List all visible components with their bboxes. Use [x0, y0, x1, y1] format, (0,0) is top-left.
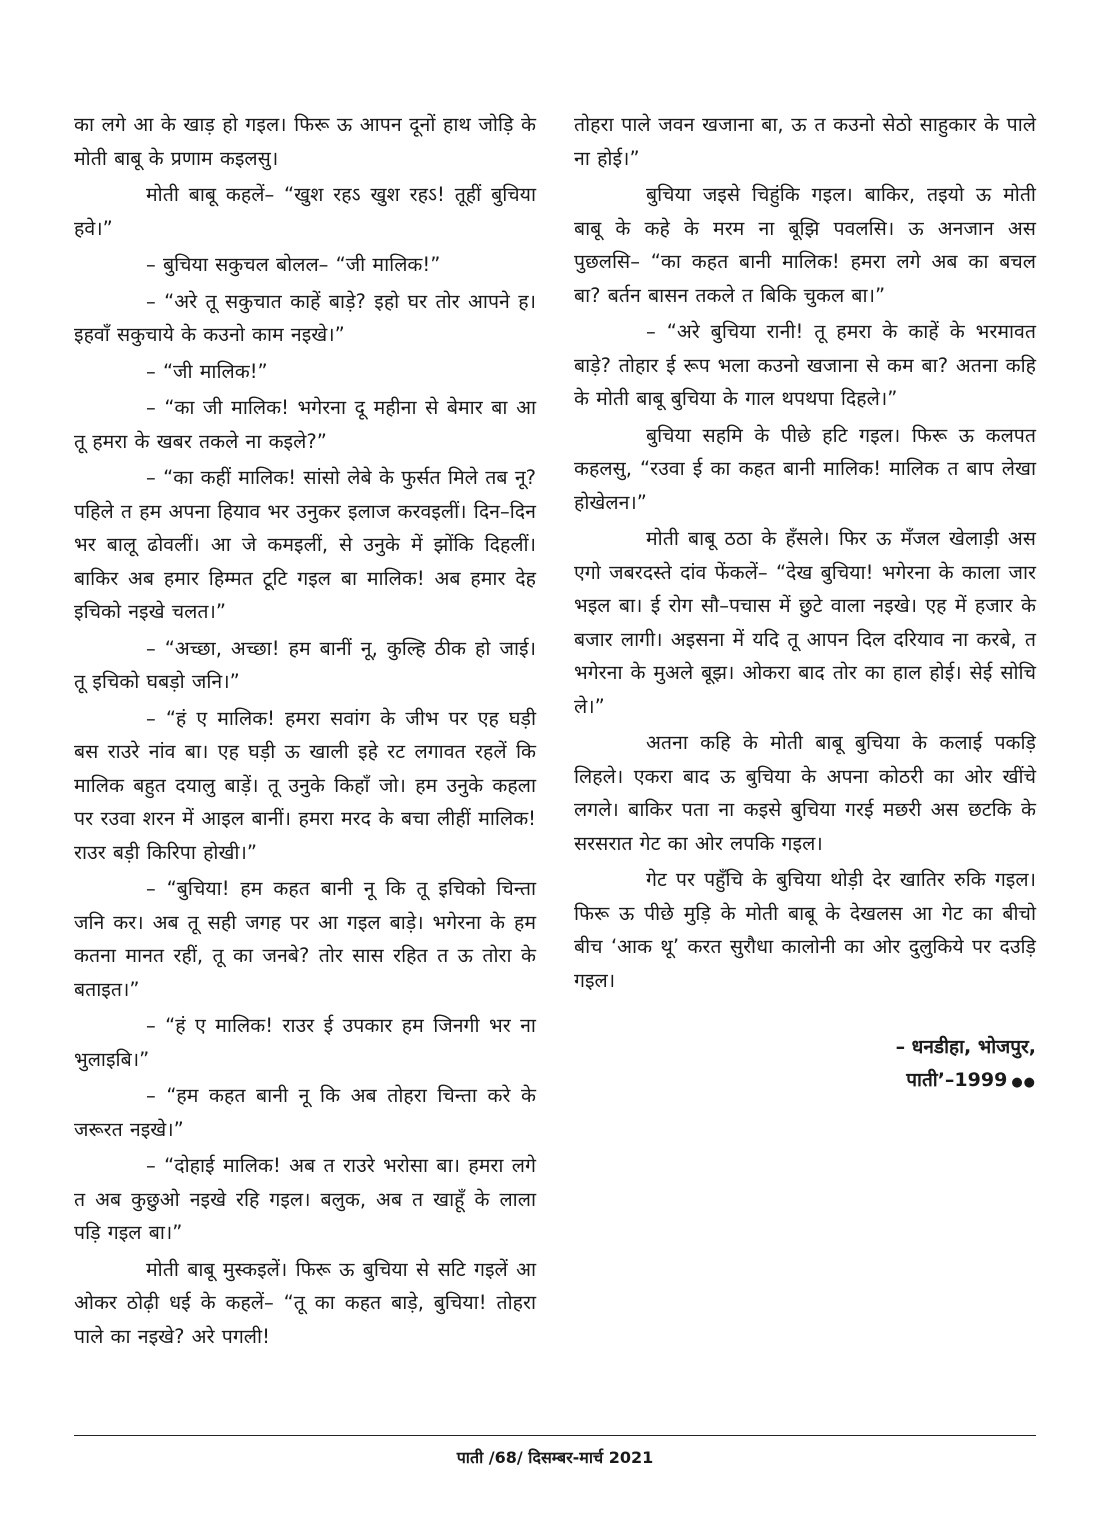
paragraph: मोती बाबू मुस्कइलें। फिरू ऊ बुचिया से सटि गइलें आ ओकर ठोढ़ी धई के कहलें– “तू का कहत बाड़े, बुचिया! तोहरा पाले का नइखे? अरे पगली! — [74, 1257, 536, 1348]
paragraph: – “अरे तू सकुचात काहें बाड़े? इहो घर तोर आपने ह। इहवाँ सकुचाये के कउनो काम नइखे।” — [74, 289, 536, 346]
paragraph: – “दोहाई मालिक! अब त राउरे भरोसा बा। हमरा लगे त अब कुछुओ नइखे रहि गइल। बलुक, अब त खाहूँ के लाला पड़ि गइल बा।” — [74, 1154, 536, 1244]
paragraph: का लगे आ के खाड़ हो गइल। फिरू ऊ आपन दूनों हाथ जोड़ि के मोती बाबू के प्रणाम कइलसु। — [74, 113, 536, 170]
paragraph: – “बुचिया! हम कहत बानी नू कि तू इचिको चिन्ता जनि कर। अब तू सही जगह पर आ गइल बाड़े। भगेरना के हम कतना मानत रहीं, तू का जनबे? तोर सास रहित त ऊ तोरा के बताइत।” — [74, 877, 536, 1001]
page-footer: पाती /68/ दिसम्बर-मार्च 2021 — [456, 1448, 654, 1467]
paragraph: मोती बाबू कहलें– “खुश रहऽ खुश रहऽ! तूहीं बुचिया हवे।” — [74, 183, 536, 240]
paragraph: – “हं ए मालिक! राउर ई उपकार हम जिनगी भर ना भुलाइबि।” — [74, 1014, 536, 1071]
paragraph: बुचिया सहमि के पीछे हटि गइल। फिरू ऊ कलपत कहलसु, “रउवा ई का कहत बानी मालिक! मालिक त बाप लेखा होखेलन।” — [574, 423, 1036, 514]
signature-source — [574, 1064, 1036, 1099]
paragraph: – बुचिया सकुचल बोलल– “जी मालिक!” — [146, 253, 441, 276]
author-signature — [574, 1031, 1036, 1099]
paragraph: बुचिया जइसे चिहुंकि गइल। बाकिर, तइयो ऊ मोती बाबू के कहे के मरम ना बूझि पवलसि। ऊ अनजान अस पुछलसि– “का कहत बानी मालिक! हमरा लगे अब का बचल बा? बर्तन बासन तकले त बिकि चुकल बा।” — [574, 183, 1036, 307]
right-column — [574, 108, 1036, 1099]
footer-divider — [74, 1435, 1036, 1436]
signature-source-text: पाती’–1999 — [906, 1069, 1008, 1091]
paragraph: – “हम कहत बानी नू कि अब तोहरा चिन्ता करे के जरूरत नइखे।” — [74, 1084, 536, 1141]
paragraph: मोती बाबू ठठा के हँसले। फिर ऊ मँजल खेलाड़ी अस एगो जबरदस्ते दांव फेंकलें– “देख बुचिया! भगेरना के काला जार भइल बा। ई रोग सौ–पचास में छुटे वाला नइखे। एह में हजार के बजार लागी। अइसना में यदि तू आपन दिल दरियाव ना करबे, त भगेरना के मुअले बूझ। ओकरा बाद तोर का हाल होई। सेई सोचि ले।” — [574, 527, 1036, 718]
signature-place: – धनडीहा, भोजपुर, — [895, 1036, 1036, 1058]
paragraph: अतना कहि के मोती बाबू बुचिया के कलाई पकड़ि लिहले। एकरा बाद ऊ बुचिया के अपना कोठरी का ओर खींचे लगले। बाकिर पता ना कइसे बुचिया गरई मछरी अस छटकि के सरसरात गेट का ओर लपकि गइल। — [574, 731, 1036, 855]
left-column — [74, 108, 536, 1356]
paragraph: – “हं ए मालिक! हमरा सवांग के जीभ पर एह घड़ी बस राउरे नांव बा। एह घड़ी ऊ खाली इहे रट लगावत रहलें कि मालिक बहुत दयालु बाड़ें। तू उनुके किहाँ जो। हम उनुके कहला पर रउवा शरन में आइल बानीं। हमरा मरद के बचा लीहीं मालिक! राउर बड़ी किरिपा होखी।” — [74, 706, 536, 864]
paragraph: – “का जी मालिक! भगेरना दू महीना से बेमार बा आ तू हमरा के खबर तकले ना कइले?” — [74, 396, 536, 453]
paragraph: गेट पर पहुँचि के बुचिया थोड़ी देर खातिर रुकि गइल। फिरू ऊ पीछे मुड़ि के मोती बाबू के देखलस आ गेट का बीचो बीच ‘आक थू’ करत सुरौधा कालोनी का ओर दुलुकिये पर दउड़ि गइल। — [574, 868, 1036, 992]
paragraph: – “का कहीं मालिक! सांसो लेबे के फुर्सत मिले तब नू? पहिले त हम अपना हियाव भर उनुकर इलाज करवइलीं। दिन–दिन भर बालू ढोवलीं। आ जे कमइलीं, से उनुके में झोंकि दिहलीं। बाकिर अब हमार हिम्मत टूटि गइल बा मालिक! अब हमार देह इचिको नइखे चलत।” — [74, 466, 536, 623]
paragraph: – “अरे बुचिया रानी! तू हमरा के काहें के भरमावत बाड़े? तोहार ई रूप भला कउनो खजाना से कम बा? अतना कहि के मोती बाबू बुचिया के गाल थपथपा दिहले।” — [574, 320, 1036, 410]
paragraph: – “जी मालिक!” — [146, 359, 268, 383]
end-mark: ●● — [1011, 1075, 1036, 1090]
paragraph: तोहरा पाले जवन खजाना बा, ऊ त कउनो सेठो साहुकार के पाले ना होई।” — [574, 113, 1036, 170]
paragraph: – “अच्छा, अच्छा! हम बानीं नू, कुल्हि ठीक हो जाई। तू इचिको घबड़ो जनि।” — [74, 636, 536, 693]
